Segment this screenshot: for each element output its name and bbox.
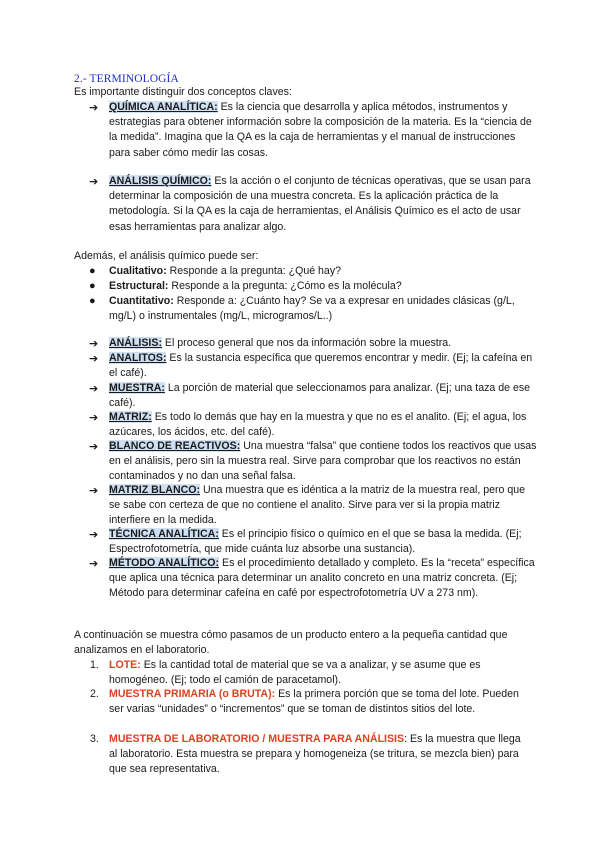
definition-term: TÉCNICA ANALÍTICA: — [109, 528, 219, 540]
definition-text: Es todo lo demás que hay en la muestra y que no es el analito. (Ej; el agua, los azúcares, los ácidos, etc. del café). — [109, 411, 527, 439]
definition-item — [89, 483, 539, 529]
analysis-type-text: Responde a la pregunta: ¿Qué hay? — [166, 265, 342, 277]
concept-text: Es la acción o el conjunto de técnicas operativas, que se usan para determinar la composición de una muestra concreta. Es la aplicación práctica de la metodología. Si la QA es la caja de herramientas, el Análisis Químico es el acto de usar esas herramientas para analizar algo. — [109, 175, 531, 233]
bullet-icon: ● — [89, 265, 96, 277]
definition-item — [89, 351, 539, 381]
arrow-icon: ➔ — [89, 557, 99, 570]
definition-text: Una muestra que es idéntica a la matriz de la muestra real, pero que se sabe con certeza de que no contiene el analito. Sirve para ver si la propia matriz interfiere en la medida. — [109, 484, 526, 527]
arrow-icon: ➔ — [89, 352, 99, 365]
analysis-type-term: Cuantitativo: — [109, 295, 174, 307]
intro-text: Es importante distinguir dos conceptos claves: — [74, 86, 292, 98]
analysis-type-item — [89, 264, 539, 279]
analysis-type-item — [89, 294, 539, 324]
definition-term: MUESTRA: — [109, 382, 165, 394]
concept-item — [89, 174, 539, 235]
definition-text: Una muestra “falsa” que contiene todos los reactivos que usas en el análisis, pero sin la muestra real. Sirve para comprobar que los reactivos no están contaminados y no dan una señal falsa. — [109, 440, 537, 483]
arrow-icon: ➔ — [89, 175, 99, 188]
analysis-type-text: Responde a: ¿Cuánto hay? Se va a expresar en unidades clásicas (g/L, mg/L) o instrumentales (mg/L, microgramos/L..) — [109, 295, 515, 323]
concept-term: QUÍMICA ANALÍTICA: — [109, 101, 218, 113]
definition-item — [89, 556, 539, 602]
bullet-icon: ● — [89, 295, 96, 307]
definition-term: MÉTODO ANALÍTICO: — [109, 557, 220, 569]
definition-text: El proceso general que nos da información sobre la muestra. — [161, 337, 452, 349]
analysis-type-item — [89, 279, 539, 294]
arrow-icon: ➔ — [89, 440, 99, 453]
definition-term: MATRIZ: — [109, 411, 152, 423]
definition-text: La porción de material que seleccionamos para analizar. (Ej; una taza de ese café). — [109, 382, 531, 410]
step-term: MUESTRA PRIMARIA (o BRUTA): — [109, 688, 276, 700]
arrow-icon: ➔ — [89, 484, 99, 497]
analysis-type-text: Responde a la pregunta: ¿Cómo es la molécula? — [168, 280, 402, 292]
definition-term: MATRIZ BLANCO: — [109, 484, 201, 496]
definition-item — [89, 381, 539, 411]
step-number: 3. — [90, 733, 99, 745]
definition-text: Es la sustancia específica que queremos encontrar y medir. (Ej; la cafeína en el café). — [109, 352, 533, 380]
definition-item — [89, 439, 539, 485]
definition-item — [89, 410, 539, 440]
definition-text: Es el principio físico o químico en el que se basa la medida. (Ej; Espectrofotometría, que mide cuánta luz absorbe una sustancia). — [109, 528, 522, 556]
step-number: 1. — [90, 659, 99, 671]
arrow-icon: ➔ — [89, 528, 99, 541]
definition-text: Es el procedimiento detallado y completo. Es la “receta” específica que aplica una técnica para determinar un analito concreto en una matriz concreta. (Ej; Método para determinar cafeína en café por espectrofotometría UV a 273 nm). — [109, 557, 535, 600]
section-title: 2.- TERMINOLOGÍA — [74, 73, 179, 85]
definition-item — [89, 336, 539, 351]
definition-item — [89, 527, 539, 557]
concept-term: ANÁLISIS QUÍMICO: — [109, 175, 212, 187]
sampling-intro: A continuación se muestra cómo pasamos de un producto entero a la pequeña cantidad que analizamos en el laboratorio. — [74, 629, 508, 657]
step-number: 2. — [90, 688, 99, 700]
definition-term: ANALITOS: — [109, 352, 167, 364]
step-text: Es la cantidad total de material que se va a analizar, y se asume que es homogéneo. (Ej; todo el camión de paracetamol). — [109, 659, 481, 687]
concept-item — [89, 100, 539, 161]
analysis-type-term: Estructural: — [109, 280, 169, 292]
sampling-step — [90, 732, 530, 778]
step-text: Es la primera porción que se toma del lote. Pueden ser varias “unidades” o “incrementos” que se toman de distintos sitios del lote. — [109, 688, 519, 716]
step-term: MUESTRA DE LABORATORIO / MUESTRA PARA ANÁLISIS — [109, 733, 405, 745]
arrow-icon: ➔ — [89, 382, 99, 395]
arrow-icon: ➔ — [89, 411, 99, 424]
definition-term: BLANCO DE REACTIVOS: — [109, 440, 241, 452]
step-text: : Es la muestra que llega al laboratorio. Esta muestra se prepara y homogeneiza (se tritura, se mezcla bien) para que sea representativa. — [109, 733, 521, 776]
arrow-icon: ➔ — [89, 101, 99, 114]
definition-term: ANÁLISIS: — [109, 337, 162, 349]
sampling-step — [90, 687, 530, 717]
concept-text: Es la ciencia que desarrolla y aplica métodos, instrumentos y estrategias para obtener información sobre la composición de la materia. Es la “ciencia de la medida”. Imagina que la QA es la caja de herramientas y el manual de instrucciones para saber cómo medir las cosas. — [109, 101, 532, 159]
arrow-icon: ➔ — [89, 337, 99, 350]
analysis-intro: Además, el análisis químico puede ser: — [74, 250, 259, 262]
bullet-icon: ● — [89, 280, 96, 292]
analysis-type-term: Cualitativo: — [109, 265, 167, 277]
step-term: LOTE: — [109, 659, 141, 671]
sampling-step — [90, 658, 530, 688]
